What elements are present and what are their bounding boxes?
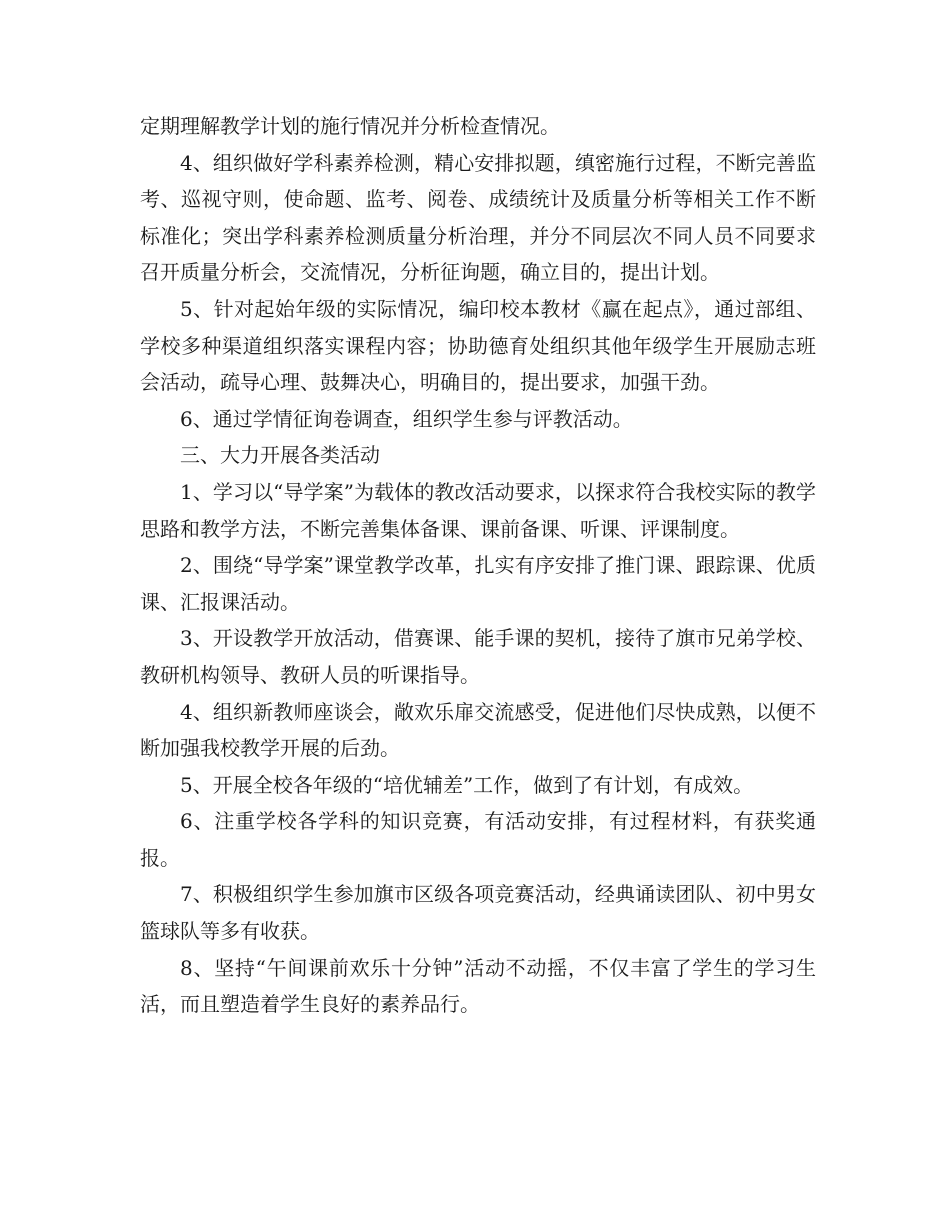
paragraph-continuation: 定期理解教学计划的施行情况并分析检查情况。 — [140, 114, 560, 138]
paragraph-item-6-survey: 6、通过学情征询卷调查，组织学生参与评教活动。 — [180, 406, 633, 431]
paragraph-item-5-textbook: 5、针对起始年级的实际情况，编印校本教材《赢在起点》，通过部组、学校多种渠道组织落实课程内容；协助德育处组织其他年级学生开展励志班会活动，疏导心理、鼓舞决心，明确目的，提出要求，加强干劲。 — [140, 296, 816, 395]
paragraph-item-4-testing: 4、组织做好学科素养检测，精心安排拟题，缜密施行过程，不断完善监考、巡视守则，使命题、监考、阅卷、成绩统计及质量分析等相关工作不断标准化；突出学科素养检测质量分析治理，并分不同层次不同人员不同要求召开质量分析会，交流情况，分析征询题，确立目的，提出计划。 — [140, 150, 816, 285]
paragraph-activity-6: 6、注重学校各学科的知识竞赛，有活动安排，有过程材料，有获奖通报。 — [140, 809, 816, 870]
paragraph-activity-1: 1、学习以“导学案”为载体的教改活动要求，以探求符合我校实际的教学思路和教学方法，不断完善集体备课、课前备课、听课、评课制度。 — [140, 479, 816, 541]
paragraph-activity-3: 3、开设教学开放活动，借赛课、能手课的契机，接待了旗市兄弟学校、教研机构领导、教研人员的听课指导。 — [140, 626, 816, 687]
document-body — [140, 108, 816, 1023]
paragraph-activity-5: 5、开展全校各年级的“培优辅差”工作，做到了有计划，有成效。 — [180, 772, 754, 797]
paragraph-activity-8: 8、坚持“午间课前欢乐十分钟”活动不动摇，不仅丰富了学生的学习生活，而且塑造着学生良好的素养品行。 — [140, 955, 816, 1017]
section-heading-activities: 三、大力开展各类活动 — [180, 443, 380, 468]
paragraph-activity-4: 4、组织新教师座谈会，敞欢乐扉交流感受，促进他们尽快成熟，以便不断加强我校教学开展的后劲。 — [140, 699, 816, 761]
paragraph-activity-7: 7、积极组织学生参加旗市区级各项竞赛活动，经典诵读团队、初中男女篮球队等多有收获。 — [140, 882, 816, 944]
paragraph-activity-2: 2、围绕“导学案”课堂教学改革，扎实有序安排了推门课、跟踪课、优质课、汇报课活动。 — [140, 553, 816, 614]
